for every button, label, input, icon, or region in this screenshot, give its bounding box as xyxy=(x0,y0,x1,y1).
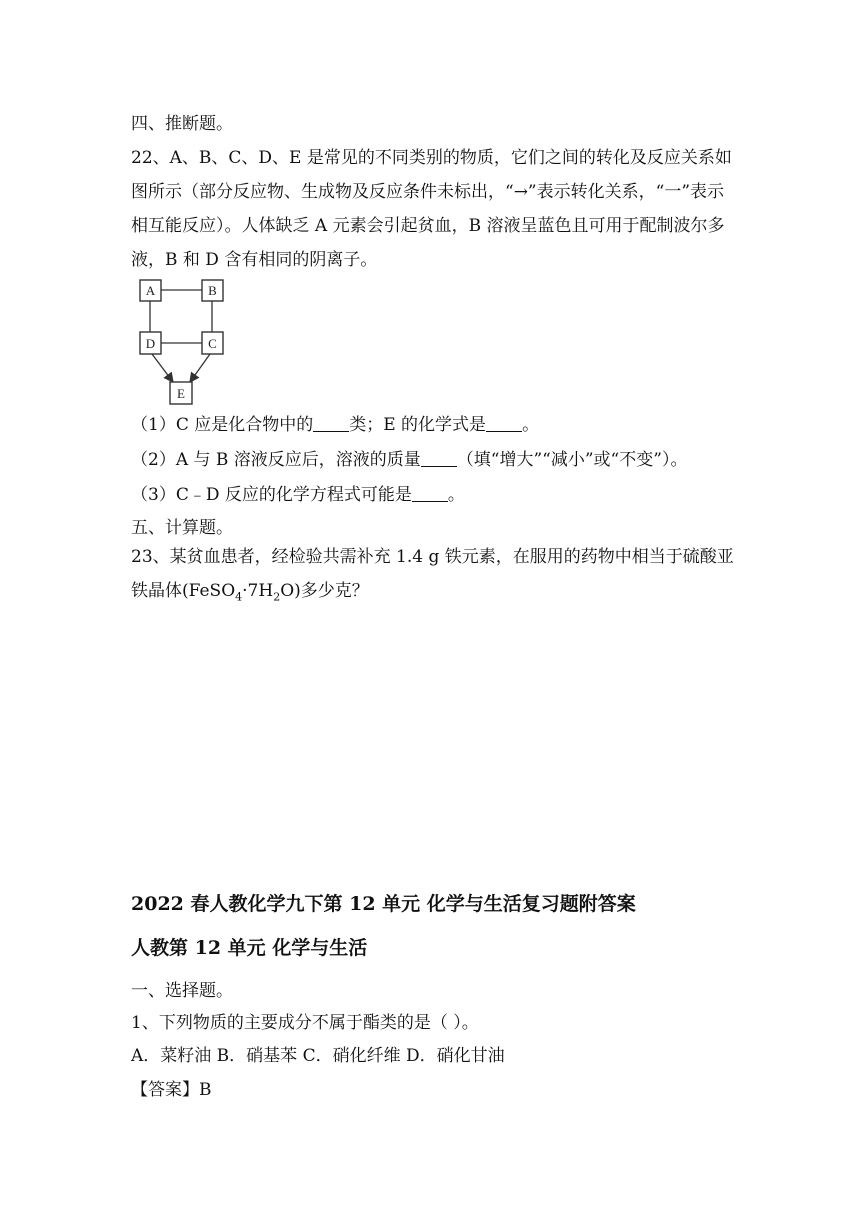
q22-sub2 xyxy=(131,449,687,471)
document-title: 2022 春人教化学九下第 12 单元 化学与生活复习题附答案 xyxy=(131,893,636,915)
q1-answer: 【答案】B xyxy=(131,1080,212,1100)
sub3-text-a: （3）C﹣D 反应的化学方程式可能是 xyxy=(131,485,412,505)
node-e xyxy=(170,382,192,404)
arrow-c-e xyxy=(190,354,210,382)
sub3-text-b: 。 xyxy=(447,485,465,505)
arrow-d-e xyxy=(152,354,173,382)
sub1-text-c: 。 xyxy=(522,415,540,435)
q23-line-1: 23、某贫血患者，经检验共需补充 1.4 g 铁元素，在服用的药物中相当于硫酸亚 xyxy=(131,547,734,567)
q22-sub1 xyxy=(131,414,539,436)
svg-text:E: E xyxy=(177,386,185,401)
q1-text: 1、下列物质的主要成分不属于酯类的是（ ）。 xyxy=(131,1013,479,1033)
q22-sub3 xyxy=(131,484,465,506)
reaction-diagram xyxy=(128,273,228,409)
q1-options: A．菜籽油 B．硝基苯 C．硝化纤维 D．硝化甘油 xyxy=(131,1046,505,1066)
section4-heading: 四、推断题。 xyxy=(131,114,233,134)
answer-blank xyxy=(421,450,457,467)
q22-line-3: 相互能反应）。人体缺乏 A 元素会引起贫血，B 溶液呈蓝色且可用于配制波尔多 xyxy=(131,216,725,236)
answer-blank xyxy=(412,485,448,502)
svg-text:C: C xyxy=(208,336,217,351)
svg-text:D: D xyxy=(145,336,156,351)
q22-line-2: 图所示（部分反应物、生成物及反应条件未标出，“→”表示转化关系，“一”表示 xyxy=(131,182,725,202)
node-b xyxy=(202,280,223,301)
q23-line-2: 铁晶体$(FeSO_4\cdot 7H_2O)$多少克？ xyxy=(131,581,369,604)
section5-heading: 五、计算题。 xyxy=(131,518,233,538)
svg-text:A: A xyxy=(145,283,156,298)
q22-line-1: 22、A、B、C、D、E 是常见的不同类别的物质，它们之间的转化及反应关系如 xyxy=(131,148,732,168)
q22-line-4: 液，B 和 D 含有相同的阴离子。 xyxy=(131,250,378,270)
node-c xyxy=(202,332,223,354)
section1-heading: 一、选择题。 xyxy=(131,981,233,1001)
unit-title: 人教第 12 单元 化学与生活 xyxy=(131,937,368,959)
svg-text:B: B xyxy=(208,283,217,298)
node-d xyxy=(140,332,161,354)
node-a xyxy=(140,280,161,301)
sub2-text-b: （填“增大”“减小”或“不变”）。 xyxy=(456,450,688,470)
sub1-text-b: 类；E 的化学式是 xyxy=(349,415,487,435)
answer-blank xyxy=(486,415,522,432)
answer-blank xyxy=(313,415,349,432)
sub2-text-a: （2）A 与 B 溶液反应后，溶液的质量 xyxy=(131,450,421,470)
sub1-text-a: （1）C 应是化合物中的 xyxy=(131,415,314,435)
